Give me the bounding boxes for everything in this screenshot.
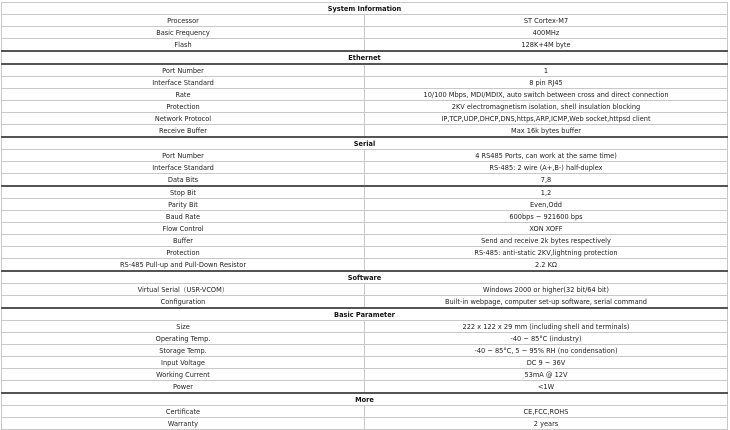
spec-value: 1 [365,64,728,77]
spec-value: 2.2 KΩ [365,259,728,272]
spec-label: Virtual Serial（USR-VCOM） [2,284,365,296]
spec-value: 8 pin RJ45 [365,77,728,89]
spec-row [2,418,728,430]
spec-label: Working Current [2,369,365,381]
spec-label: Port Number [2,64,365,77]
spec-label: RS-485 Pull-up and Pull-Down Resistor [2,259,365,272]
spec-value: 128K+4M byte [365,39,728,52]
spec-row [2,406,728,418]
spec-label: Protection [2,247,365,259]
spec-label: Network Protocol [2,113,365,125]
spec-row [2,89,728,101]
spec-label: Interface Standard [2,77,365,89]
spec-row [2,381,728,394]
spec-label: Port Number [2,150,365,162]
spec-label: Data Bits [2,174,365,187]
spec-label: Input Voltage [2,357,365,369]
spec-label: Protection [2,101,365,113]
spec-row [2,27,728,39]
spec-row [2,15,728,27]
spec-row [2,174,728,187]
spec-row [2,125,728,138]
spec-label: Processor [2,15,365,27]
spec-row [2,357,728,369]
spec-label: Size [2,321,365,333]
spec-value: 2 years [365,418,728,430]
spec-value: XON XOFF [365,223,728,235]
spec-row [2,223,728,235]
section-header [2,51,728,64]
section-title: Software [2,271,728,284]
spec-value: 7,8 [365,174,728,187]
spec-value: 53mA @ 12V [365,369,728,381]
spec-value: Max 16k bytes buffer [365,125,728,138]
spec-value: IP,TCP,UDP,DHCP,DNS,https,ARP,ICMP,Web socket,httpsd client [365,113,728,125]
spec-row [2,150,728,162]
spec-value: 222 x 122 x 29 mm (including shell and terminals) [365,321,728,333]
spec-label: Certificate [2,406,365,418]
spec-label: Basic Frequency [2,27,365,39]
spec-value: RS-485: 2 wire (A+,B-) half-duplex [365,162,728,174]
spec-value: 2KV electromagnetism isolation, shell insulation blocking [365,101,728,113]
spec-row [2,369,728,381]
spec-label: Parity Bit [2,199,365,211]
spec-row [2,186,728,199]
section-title: Serial [2,137,728,150]
spec-value: CE,FCC,ROHS [365,406,728,418]
spec-value: 1,2 [365,186,728,199]
spec-value: Even,Odd [365,199,728,211]
spec-value: 4 RS485 Ports, can work at the same time) [365,150,728,162]
spec-row [2,77,728,89]
spec-value: 10/100 Mbps, MDI/MDIX, auto switch between cross and direct connection [365,89,728,101]
spec-value: <1W [365,381,728,394]
spec-value: 600bps ~ 921600 bps [365,211,728,223]
spec-row [2,333,728,345]
spec-label: Power [2,381,365,394]
spec-row [2,235,728,247]
spec-row [2,296,728,309]
section-title: Basic Parameter [2,308,728,321]
spec-row [2,321,728,333]
spec-value: ST Cortex-M7 [365,15,728,27]
spec-label: Storage Temp. [2,345,365,357]
spec-row [2,284,728,296]
spec-label: Rate [2,89,365,101]
spec-label: Stop Bit [2,186,365,199]
spec-row [2,162,728,174]
spec-row [2,64,728,77]
spec-row [2,247,728,259]
section-title: System Information [2,3,728,15]
spec-label: Interface Standard [2,162,365,174]
spec-row [2,345,728,357]
spec-label: Flash [2,39,365,52]
spec-row [2,101,728,113]
spec-label: Buffer [2,235,365,247]
spec-table-body [2,3,728,430]
spec-label: Flow Control [2,223,365,235]
spec-value: Send and receive 2k bytes respectively [365,235,728,247]
spec-label: Configuration [2,296,365,309]
section-title: Ethernet [2,51,728,64]
spec-row [2,259,728,272]
spec-value: Built-in webpage, computer set-up software, serial command [365,296,728,309]
spec-value: RS-485: anti-static 2KV,lightning protection [365,247,728,259]
spec-table [1,2,728,430]
spec-label: Operating Temp. [2,333,365,345]
section-header [2,308,728,321]
spec-row [2,39,728,52]
section-header [2,3,728,15]
spec-label: Baud Rate [2,211,365,223]
spec-row [2,211,728,223]
spec-row [2,113,728,125]
section-header [2,271,728,284]
spec-value: 400MHz [365,27,728,39]
spec-label: Warranty [2,418,365,430]
section-header [2,137,728,150]
section-header [2,393,728,406]
spec-value: -40 ~ 85°C, 5 ~ 95% RH (no condensation) [365,345,728,357]
spec-row [2,199,728,211]
spec-value: DC 9 ~ 36V [365,357,728,369]
spec-value: -40 ~ 85°C (industry) [365,333,728,345]
spec-value: Windows 2000 or higher(32 bit/64 bit) [365,284,728,296]
section-title: More [2,393,728,406]
spec-label: Receive Buffer [2,125,365,138]
